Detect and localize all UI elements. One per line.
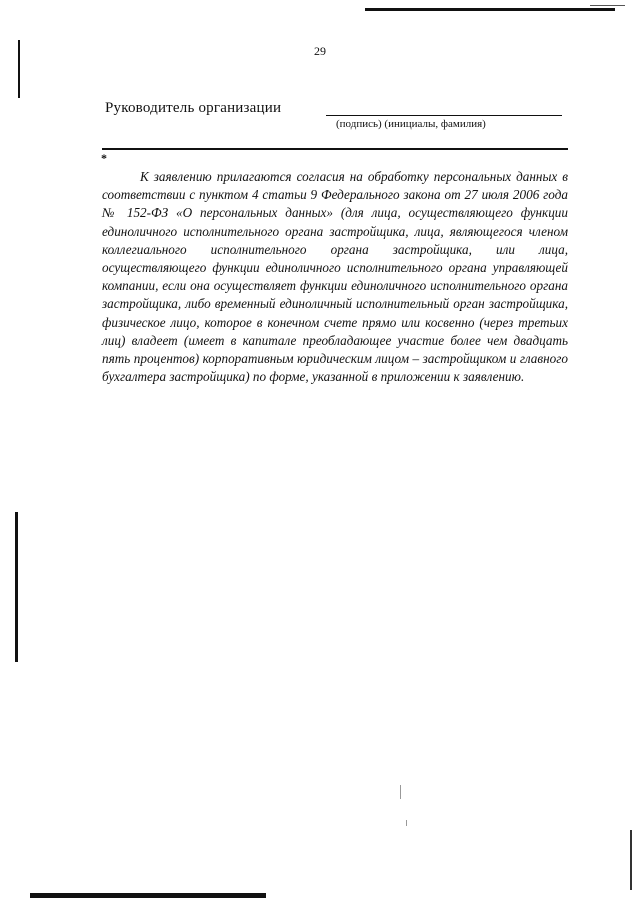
scan-speck (400, 785, 401, 799)
signature-hint: (подпись) (инициалы, фамилия) (336, 118, 486, 130)
page-number: 29 (314, 44, 326, 58)
footnote-text: К заявлению прилагаются согласия на обработку персональных данных в соответствии с пунктом 4 статьи 9 Федерального закона от 27 июля 2006 года № 152-ФЗ «О персональных данных» (для лица, осуществляющего функции единоличного исполнительного органа застройщика, лица, являющегося членом коллегиального исполнительного органа застройщика, или лица, осуществляющего функции единоличного исполнительного органа управляющей компании, если она осуществляет функции единоличного исполнительного органа застройщика, либо временный единоличный исполнительный орган застройщика, физическое лицо, которое в конечном счете прямо или косвенно (через третьих лиц) владеет (имеет в капитале преобладающее участие более чем двадцать пять процентов) корпоративным юридическим лицом – застройщиком и главного бухгалтера застройщика) по форме, указанной в приложении к заявлению. (102, 169, 568, 385)
signature-label: Руководитель организации (105, 100, 282, 116)
scan-edge-mark-bottom (30, 893, 266, 898)
scan-speck (406, 820, 407, 826)
scan-edge-mark-left-middle (15, 512, 18, 662)
signature-line (326, 115, 562, 116)
scan-edge-mark-top (365, 8, 615, 11)
footnote-divider (102, 148, 568, 150)
footnote-marker: * (101, 151, 107, 165)
scan-edge-mark-top-small (590, 5, 625, 6)
scan-edge-mark-right (630, 830, 632, 890)
